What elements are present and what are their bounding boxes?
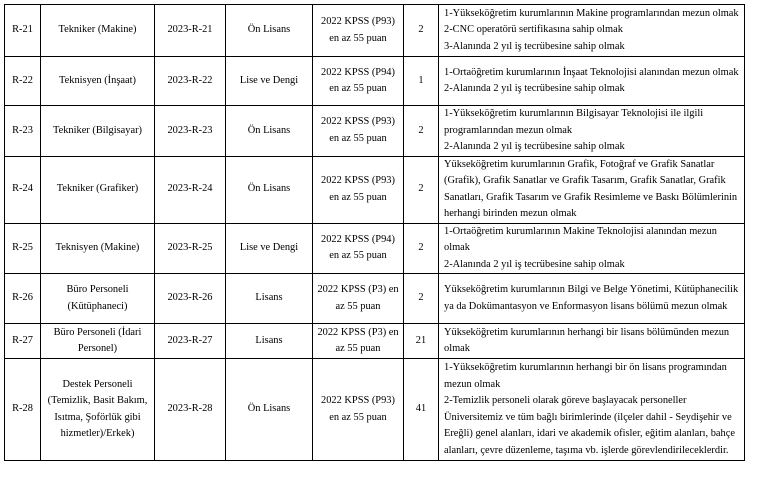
quota-cell [404, 223, 439, 274]
kpss-score-text: 2022 KPSS (P93) en az 55 puan [321, 116, 395, 144]
position-title-cell [41, 156, 155, 223]
quota-text: 1 [418, 74, 424, 86]
position-code-cell [5, 156, 41, 223]
quota-cell [404, 106, 439, 157]
kpss-score-text: 2022 KPSS (P3) en az 55 puan [317, 326, 399, 354]
position-code-cell [5, 57, 41, 106]
position-code-cell [5, 324, 41, 359]
position-code-text: R-25 [12, 242, 33, 253]
quota-text: 2 [418, 124, 424, 136]
position-code-text: R-21 [12, 24, 33, 36]
education-level-text: Lise ve Dengi [239, 242, 299, 253]
quota-cell [404, 156, 439, 223]
kpss-score-cell [313, 359, 404, 461]
education-level-text: Ön Lisans [247, 403, 291, 415]
posting-number-cell [155, 274, 226, 324]
education-level-text: Ön Lisans [247, 124, 291, 136]
kpss-score-text: 2022 KPSS (P93) en az 55 puan [321, 395, 395, 423]
kpss-score-cell [313, 5, 404, 57]
position-title-text: Destek Personeli (Temizlik, Basit Bakım, Isıtma, Şoförlük gibi hizmetler)/Erkek) [47, 378, 148, 439]
position-title-text: Tekniker (Bilgisayar) [52, 124, 142, 136]
quota-cell [404, 359, 439, 461]
position-title-cell [41, 324, 155, 359]
quota-text: 2 [418, 24, 424, 36]
education-level-text: Ön Lisans [247, 24, 291, 36]
position-title-cell [41, 359, 155, 461]
table-row [5, 5, 745, 57]
table-row [5, 274, 745, 324]
table-row [5, 359, 745, 461]
posting-number-cell [155, 5, 226, 57]
kpss-score-cell [313, 156, 404, 223]
quota-cell [404, 324, 439, 359]
requirements-cell [439, 274, 745, 324]
position-code-text: R-26 [12, 292, 33, 304]
position-code-cell [5, 359, 41, 461]
requirements-cell [439, 5, 745, 57]
posting-number-text: 2023-R-21 [167, 24, 213, 36]
education-level-cell [226, 223, 313, 274]
table-row [5, 156, 745, 223]
kpss-score-text: 2022 KPSS (P94) en az 55 puan [321, 233, 395, 262]
education-level-cell [226, 324, 313, 359]
education-level-cell [226, 57, 313, 106]
requirements-text: 1-Yükseköğretim kurumlarının Bilgisayar Teknolojisi ile ilgili programlarından mezun olmak 2-Alanında 2 yıl iş tecrübesine sahip olmak [444, 108, 704, 152]
education-level-text: Ön Lisans [247, 183, 291, 195]
posting-number-cell [155, 324, 226, 359]
kpss-score-text: 2022 KPSS (P93) en az 55 puan [321, 16, 395, 44]
position-code-text: R-22 [12, 74, 33, 86]
education-level-cell [226, 274, 313, 324]
requirements-cell [439, 359, 745, 461]
position-code-text: R-24 [12, 183, 33, 195]
requirements-cell [439, 324, 745, 359]
posting-number-text: 2023-R-25 [167, 242, 213, 253]
position-title-text: Büro Personeli (Kütüphaneci) [66, 284, 129, 312]
kpss-score-cell [313, 324, 404, 359]
position-code-cell [5, 223, 41, 274]
requirements-cell [439, 106, 745, 157]
position-code-cell [5, 274, 41, 324]
posting-number-text: 2023-R-27 [167, 334, 213, 346]
position-code-text: R-28 [12, 403, 33, 415]
requirements-text: 1-Yükseköğretim kurumlarının herhangi bir ön lisans programından mezun olmak 2-Temizlik personeli olarak göreve başlayacak personeller Üniversitemiz ve tüm bağlı birimlerinde (ilçeler dahil - Seydişehir ve Ereğli) genel alanları, idari ve akademik ofisler, eğitim alanları, bahçe alanları, çevre düzenleme, taşıma vb. işlerde görevlendirileceklerdir. [444, 362, 735, 456]
education-level-cell [226, 106, 313, 157]
posting-number-text: 2023-R-28 [167, 403, 213, 415]
quota-text: 2 [418, 183, 424, 195]
position-code-cell [5, 5, 41, 57]
table-row [5, 223, 745, 274]
position-title-cell [41, 274, 155, 324]
posting-number-cell [155, 106, 226, 157]
posting-number-text: 2023-R-24 [167, 183, 213, 195]
quota-text: 2 [418, 242, 424, 253]
quota-text: 41 [415, 403, 427, 415]
posting-number-text: 2023-R-22 [167, 74, 213, 86]
quota-text: 21 [415, 334, 427, 346]
requirements-text: 1-Ortaöğretim kurumlarının Makine Teknolojisi alanından mezun olmak 2-Alanında 2 yıl iş tecrübesine sahip olmak [444, 225, 717, 270]
requirements-cell [439, 156, 745, 223]
position-title-cell [41, 57, 155, 106]
posting-number-cell [155, 359, 226, 461]
kpss-score-cell [313, 57, 404, 106]
kpss-score-text: 2022 KPSS (P94) en az 55 puan [321, 66, 395, 94]
requirements-text: 1-Ortaöğretim kurumlarının İnşaat Teknolojisi alanından mezun olmak 2-Alanında 2 yıl iş tecrübesine sahip olmak [444, 66, 739, 94]
requirements-text: Yükseköğretim kurumlarının herhangi bir lisans bölümünden mezun olmak [444, 326, 730, 354]
position-title-text: Tekniker (Grafiker) [56, 183, 139, 195]
table-row [5, 324, 745, 359]
quota-cell [404, 5, 439, 57]
position-code-cell [5, 106, 41, 157]
table-row [5, 57, 745, 106]
positions-table [4, 4, 745, 461]
requirements-cell [439, 223, 745, 274]
position-title-cell [41, 5, 155, 57]
education-level-cell [226, 359, 313, 461]
position-title-text: Teknisyen (Makine) [55, 242, 140, 253]
requirements-text: 1-Yükseköğretim kurumlarının Makine programlarından mezun olmak 2-CNC operatörü sertifikasına sahip olmak 3-Alanında 2 yıl iş tecrübesine sahip olmak [444, 7, 739, 52]
position-code-text: R-27 [12, 334, 33, 346]
kpss-score-text: 2022 KPSS (P3) en az 55 puan [317, 284, 399, 312]
education-level-text: Lisans [255, 292, 283, 304]
quota-cell [404, 274, 439, 324]
kpss-score-cell [313, 274, 404, 324]
education-level-text: Lisans [255, 334, 283, 346]
posting-number-cell [155, 223, 226, 274]
posting-number-cell [155, 57, 226, 106]
table-row [5, 106, 745, 157]
posting-number-cell [155, 156, 226, 223]
position-title-cell [41, 223, 155, 274]
quota-text: 2 [418, 292, 424, 304]
kpss-score-cell [313, 106, 404, 157]
kpss-score-cell [313, 223, 404, 274]
requirements-cell [439, 57, 745, 106]
position-title-cell [41, 106, 155, 157]
position-title-text: Teknisyen (İnşaat) [59, 74, 136, 86]
position-code-text: R-23 [12, 124, 33, 136]
requirements-text: Yükseköğretim kurumlarının Bilgi ve Belge Yönetimi, Kütüphanecilik ya da Dokümantasyon ve Enformasyon lisans bölümü mezun olmak [444, 284, 739, 312]
education-level-cell [226, 5, 313, 57]
position-title-text: Büro Personeli (İdari Personel) [53, 326, 142, 354]
posting-number-text: 2023-R-26 [167, 292, 213, 304]
posting-number-text: 2023-R-23 [167, 124, 213, 136]
requirements-text: Yükseköğretim kurumlarının Grafik, Fotoğraf ve Grafik Sanatlar (Grafik), Grafik Sanatlar ve Grafik Tasarım, Grafik Sanatlar, Grafik Sanatları, Grafik Tasarım ve Grafik Resimleme ve Baskı Bölümlerinin herhangi birinden mezun olmak [444, 158, 738, 219]
education-level-text: Lise ve Dengi [239, 74, 299, 86]
education-level-cell [226, 156, 313, 223]
kpss-score-text: 2022 KPSS (P93) en az 55 puan [321, 175, 395, 203]
position-title-text: Tekniker (Makine) [58, 24, 137, 36]
quota-cell [404, 57, 439, 106]
